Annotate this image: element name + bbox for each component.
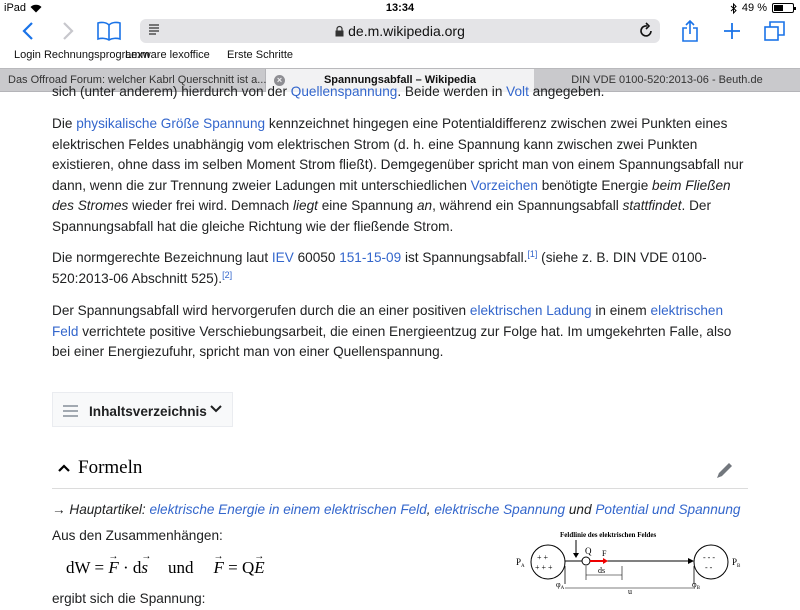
italic-text: stattfindet [622,198,682,214]
share-button[interactable] [680,18,700,44]
diagram-caption: Feldlinie des elektrischen Feldes [560,531,657,539]
vector-s: → s [141,558,148,579]
tabs-overview-button[interactable] [762,18,786,44]
paragraph-verschiebungsarbeit [52,301,752,363]
link-elektrische-spannung[interactable]: elektrische Spannung [434,502,566,517]
caption-arrow-head [573,553,579,558]
chevron-right-icon [62,21,74,41]
new-tab-button[interactable] [722,18,742,44]
label-u: u [628,587,632,596]
italic-text: beim Fließen des Stromes [52,177,731,214]
url-value: de.m.wikipedia.org [348,23,465,39]
text: 60050 [293,250,340,265]
charge-a-signs: + + [537,553,549,562]
section-header-formeln[interactable] [52,456,748,489]
link-vorzeichen[interactable]: Vorzeichen [470,177,538,193]
field-line-arrow [688,558,694,564]
formula-part: = Q [223,558,255,577]
reference-2[interactable]: [2] [222,269,233,280]
text: eine Spannung [317,198,417,214]
bookmark-erste-schritte[interactable]: Erste Schritte [227,49,294,61]
device-label: iPad [4,2,27,14]
book-icon [97,21,121,41]
bookmark-login-rechnungsprogramm[interactable]: Login Rechnungsprogramm [14,49,150,61]
forward-button[interactable] [58,18,78,44]
formula-und: und [168,558,194,577]
chevron-left-icon [22,21,34,41]
link-iev[interactable]: IEV [271,250,294,265]
reference-1[interactable]: [1] [527,249,538,259]
bookmarks-bar [0,46,800,66]
label-phi-b: $\varphi_B$ [692,580,700,591]
field-line-diagram [512,528,752,608]
link-volt[interactable]: Volt [506,84,529,99]
text: Der Spannungsabfall wird hervorgerufen durch die an einer positiven [52,303,470,318]
battery-percent: 49 % [741,2,767,14]
charge-b-signs: - - - [703,553,715,562]
force-vector-head [603,558,608,564]
battery-icon [772,3,794,13]
label-phi-a: $\varphi_A$ [556,580,565,591]
partial-paragraph [52,82,752,103]
list-icon [63,405,78,420]
paragraph-norm [52,248,752,289]
tab-label: DIN VDE 0100-520:2013-06 - Beuth.de [571,74,763,86]
from-relations-text: Aus den Zusammenhängen: [52,528,223,543]
url-text[interactable] [140,23,660,39]
trailing-text: ergibt sich die Spannung: [52,591,206,606]
text: . Der Spannungsabfall hat die gleiche Richtung wie der fließende Strom. [52,198,711,234]
link-elektrische-energie[interactable]: elektrische Energie in einem elektrischen Feld [149,502,427,517]
chevron-down-icon [210,403,222,415]
formula-part: dW = [66,558,109,577]
bookmarks-button[interactable] [96,18,122,44]
text: Die normgerechte Bezeichnung laut [52,250,272,265]
article-content [52,84,756,606]
text: . Beide werden in [397,84,507,99]
lock-icon [335,26,344,37]
vector-e: → E [254,558,264,579]
link-elektrische-ladung[interactable]: elektrischen Ladung [469,303,592,318]
charge-b-signs: - - [705,563,713,572]
test-charge [582,557,590,565]
tab-label: Das Offroad Forum: welcher Kabrl Querschnitt ist a... [8,74,267,86]
text: verrichtete positive Verschiebungsarbeit, die einen Energieentzug zur Folge hat. Im umgekehrten Falle, also bei einer Energiezufuhr, spricht man von einer Quellenspannung. [52,323,732,360]
text: ist Spannungsabfall. [401,250,528,265]
text: sich (unter anderem) hierdurch von der [52,84,291,99]
separator: , [426,502,435,517]
hauptartikel-note [52,500,740,521]
link-quellenspannung[interactable]: Quellenspannung [290,84,398,99]
label-pb: $P_B$ [732,557,741,569]
toc-title: Inhaltsverzeichnis [89,404,207,419]
plus-icon [723,22,741,40]
hauptartikel-prefix: → Hauptartikel: [52,502,150,517]
formula-dw [66,558,265,579]
charge-a-signs: + + + [535,563,553,572]
link-potential-und-spannung[interactable]: Potential und Spannung [595,502,741,517]
paragraph-spannung [52,114,752,238]
charge-b [694,545,728,579]
text: , während ein Spannungsabfall [432,198,623,214]
text: angegeben. [528,84,605,99]
text: (siehe z. B. DIN VDE 0100-520:2013-06 Abschnitt 525). [52,250,707,286]
reload-icon[interactable] [638,22,654,39]
italic-text: an [416,198,433,214]
text: wieder frei wird. Demnach [128,198,294,214]
back-button[interactable] [18,18,38,44]
label-ds: ds [598,566,606,575]
text: in einem [591,303,651,318]
bluetooth-icon [730,3,737,14]
label-pa: $P_A$ [516,557,525,569]
text: benötigte Energie [537,177,653,193]
link-151-15-09[interactable]: 151-15-09 [339,250,402,265]
section-title: Formeln [78,457,143,478]
vector-f: → F [214,558,224,579]
tab-label: Spannungsabfall – Wikipedia [323,74,477,86]
address-bar[interactable] [140,19,660,43]
battery-fill [774,5,783,11]
close-tab-icon[interactable]: × [274,75,285,86]
share-icon [681,20,699,42]
tabs-icon [764,21,785,41]
table-of-contents-toggle[interactable] [52,392,233,427]
formula-part: · d [118,558,142,577]
browser-toolbar [0,16,800,46]
italic-text: liegt [293,198,318,214]
status-bar [0,0,800,16]
bookmark-lexware-lexoffice[interactable]: Lexware lexoffice [125,49,210,61]
label-q: Q [585,546,592,556]
edit-pencil-icon[interactable] [715,460,735,480]
separator: und [565,502,596,517]
link-spannung[interactable]: Spannung [203,116,266,131]
vector-f: → F [108,558,118,579]
text: kennzeichnet hingegen eine Potentialdifferenz zwischen zwei Punkten eines elektrischen Feldes unabhängig vom elektrischen Strom (d. h. eine Spannung kann zwischen zwei Punkten existieren, ohne dass im selben Moment Strom fließt). Demgegenüber spricht man von einem Spannungsabfall nur dann, wenn die zur Trennung zweier Ladungen mit unterschiedlichen [52,116,744,193]
chevron-up-icon [58,463,70,473]
label-f: F [602,549,607,558]
link-elektrisches-feld[interactable]: elektrischen Feld [52,303,724,339]
text: Die [52,116,77,131]
charge-a [531,545,565,579]
clock: 13:34 [385,2,415,14]
link-physikalische-groesse[interactable]: physikalische Größe [76,116,200,131]
